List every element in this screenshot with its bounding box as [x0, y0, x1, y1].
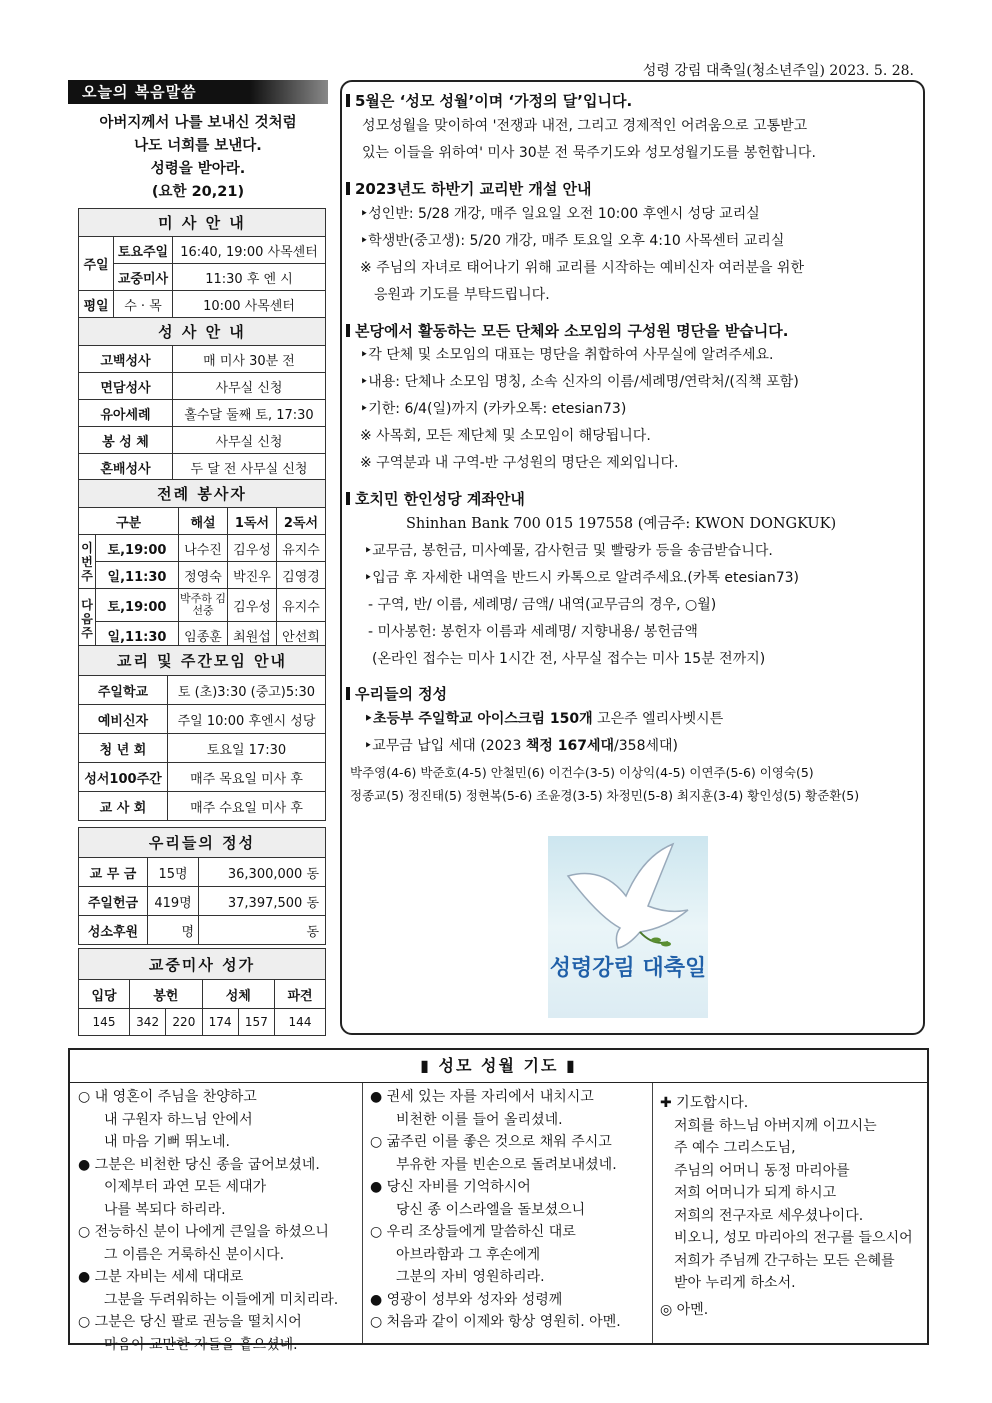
notice-body	[346, 538, 920, 673]
prayer-column-2	[364, 1086, 656, 1346]
liturgy-time: 토,19:00	[96, 535, 179, 562]
notice-line	[346, 706, 924, 733]
sacrament-label: 면담성사	[79, 373, 173, 400]
gospel-line: 나도 너희를 보낸다.	[134, 138, 262, 154]
liturgy-time: 일,11:30	[96, 562, 179, 589]
notice-section-5	[346, 683, 924, 807]
next-week-label: 다음주	[79, 589, 96, 649]
stanza-mark: ●	[370, 1291, 383, 1308]
notice-line	[346, 733, 924, 760]
prayer-line: 아브라함과 그 후손에게	[396, 1246, 541, 1263]
mass-day: 토요주일	[114, 237, 173, 264]
prayer-line: 주 예수 그리스도님,	[674, 1140, 796, 1156]
prayer-line: 저희가 주님께 간구하는 모든 은혜를	[674, 1252, 895, 1269]
prayer-line: 부유한 자를 빈손으로 돌려보내셨네.	[396, 1156, 617, 1173]
gospel-line: 아버지께서 나를 보내신 것처럼	[99, 115, 297, 131]
prayer-stanza	[78, 1086, 366, 1154]
prayer-line: 그분의 자비 영원하리라.	[396, 1269, 545, 1285]
prayer-line: 이제부터 과연 모든 세대가	[104, 1179, 267, 1195]
offering-label: 교 무 금	[79, 858, 148, 887]
notice-line: ‣각 단체 및 소모임의 대표는 명단을 취합하여 사무실에 알려주세요.	[360, 347, 774, 363]
catechism-label: 청 년 회	[79, 734, 168, 763]
mass-time: 11:30 후 엔 시	[173, 264, 326, 291]
bullet-bar-icon	[346, 492, 350, 505]
hymn-number: 157	[238, 1009, 274, 1036]
mass-sunday-label: 주일	[79, 237, 114, 291]
prayer-line: 받아 누리게 하소서.	[674, 1275, 796, 1291]
prayer-stanza	[78, 1154, 366, 1222]
gospel-line: 성령을 받아라.	[150, 161, 246, 177]
notice-heading	[346, 320, 920, 341]
bullet-bar-icon	[346, 94, 350, 107]
hymn-table	[78, 948, 326, 1036]
notice-heading-text: 2023년도 하반기 교리반 개설 안내	[355, 180, 592, 198]
notice-line: - 미사봉헌: 봉헌자 이름과 세례명/ 지향내용/ 봉헌금액	[368, 624, 698, 640]
sacrament-value: 두 달 전 사무실 신청	[173, 454, 326, 481]
this-week-label: 이번주	[79, 535, 96, 589]
liturgy-cell: 유지수	[277, 535, 326, 562]
catechism-label: 성서100주간	[79, 763, 168, 792]
liturgy-header: 구분	[79, 508, 179, 535]
hymn-number: 174	[202, 1009, 238, 1036]
notice-heading-text: 우리들의 정성	[355, 685, 448, 703]
hymn-header: 파견	[275, 980, 326, 1009]
amen: ◎ 아멘.	[660, 1301, 709, 1318]
stanza-mark: ○	[78, 1314, 91, 1330]
gospel-text	[68, 112, 328, 204]
donor-names: 박주영(4-6) 박준호(4-5) 안철민(6) 이건수(3-5) 이상익(4-5) 이연주(5-6) 이영숙(5)	[350, 765, 814, 780]
liturgy-time: 토,19:00	[96, 589, 179, 622]
notice-line: ‣입금 후 자세한 내역을 반드시 카톡으로 알려주세요.(카톡 etesian73)	[364, 570, 799, 586]
notice-line: ※ 구역분과 내 구역-반 구성원의 명단은 제외입니다.	[360, 455, 679, 471]
liturgy-title: 전례 봉사자	[79, 480, 326, 508]
catechism-value: 토요일 17:30	[168, 734, 326, 763]
prayer-line: 내 마음 기뻐 뛰노네.	[104, 1134, 230, 1150]
prayer-line: 비천한 이를 들어 올리셨네.	[396, 1111, 563, 1128]
catechism-value: 매주 수요일 미사 후	[168, 792, 326, 821]
prayer-line: 내 영혼이 주님을 찬양하고	[94, 1089, 257, 1105]
stanza-mark: ○	[370, 1224, 383, 1240]
offering-label: 주일헌금	[79, 887, 148, 916]
donor-names: 정종교(5) 정진태(5) 정현복(5-6) 조윤경(3-5) 차정민(5-8) 최지훈(3-4) 황인성(5) 황준환(5)	[350, 788, 860, 803]
notice-heading	[346, 683, 924, 704]
bullet-bar-icon	[346, 182, 350, 195]
sacrament-label: 혼배성사	[79, 454, 173, 481]
hymn-number: 145	[79, 1009, 130, 1036]
prayer-stanza	[78, 1311, 366, 1356]
notice-line: 성모성월을 맞이하여 '전쟁과 내전, 그리고 경제적인 어려움으로 고통받고	[362, 118, 808, 134]
notice-heading-text: 본당에서 활동하는 모든 단체와 소모임의 구성원 명단을 받습니다.	[355, 322, 789, 340]
stanza-mark: ●	[78, 1156, 91, 1173]
prayer-stanza	[78, 1221, 366, 1266]
offering-amount: 37,397,500 동	[199, 887, 326, 916]
catechism-value: 매주 목요일 미사 후	[168, 763, 326, 792]
sacrament-value: 사무실 신청	[173, 373, 326, 400]
offering-label: 성소후원	[79, 916, 148, 945]
prayer-stanza	[78, 1266, 366, 1311]
hymn-header: 봉헌	[130, 980, 203, 1009]
hymn-number: 144	[275, 1009, 326, 1036]
donor-name: 고은주 엘리사벳시튼	[592, 711, 724, 727]
notice-section-1	[346, 90, 920, 167]
liturgy-cell: 임종훈	[179, 622, 228, 649]
prayer-line: 전능하신 분이 나에게 큰일을 하셨으니	[94, 1224, 329, 1240]
prayer-line: 저희를 하느님 아버지께 이끄시는	[674, 1117, 877, 1134]
notice-body	[346, 201, 920, 309]
prayer-title: ▮ 성모 성월 기도 ▮	[70, 1050, 927, 1083]
notice-line: 응원과 기도를 부탁드립니다.	[374, 287, 550, 303]
prayer-line: 영광이 성부와 성자와 성령께	[386, 1291, 563, 1308]
catechism-table	[78, 645, 326, 821]
prayer-stanza	[370, 1176, 656, 1221]
notice-line: ※ 주님의 자녀로 태어나기 위해 교리를 시작하는 예비신자 여러분을 위한	[360, 260, 804, 276]
prayer-column-1	[72, 1086, 366, 1353]
prayer-title-text: 성모 성월 기도	[438, 1056, 559, 1075]
liturgy-cell: 박진우	[228, 562, 277, 589]
offering-count: 15명	[148, 858, 199, 887]
prayer-stanza	[370, 1221, 656, 1289]
gospel-reference: (요한 20,21)	[151, 184, 245, 200]
sacrament-value: 매 미사 30분 전	[173, 346, 326, 373]
liturgy-cell: 정영숙	[179, 562, 228, 589]
offering-amount: 36,300,000 동	[199, 858, 326, 887]
liturgy-cell: 김우성	[228, 535, 277, 562]
prayer-line: 그 이름은 거룩하신 분이시다.	[104, 1246, 285, 1263]
offering-table	[78, 827, 326, 945]
bulletin-date: 성령 강림 대축일(청소년주일) 2023. 5. 28.	[642, 63, 914, 79]
prayer-line: 내 구원자 하느님 안에서	[104, 1111, 253, 1128]
stanza-mark: ○	[370, 1134, 383, 1150]
mass-day: 수 · 목	[114, 291, 173, 318]
notice-section-3	[346, 320, 920, 477]
prayer-stanza	[370, 1086, 656, 1131]
catechism-label: 예비신자	[79, 705, 168, 734]
prayer-stanza	[370, 1131, 656, 1176]
catechism-label: 주일학교	[79, 676, 168, 705]
liturgy-cell: 김우성	[228, 589, 277, 622]
donation-item: ‣초등부 주일학교 아이스크림 150개	[364, 711, 593, 727]
stanza-mark: ●	[370, 1089, 383, 1105]
dues-count: 책정 167세대	[525, 738, 615, 754]
notice-line: ‣기한: 6/4(일)까지 (카카오톡: etesian73)	[360, 401, 627, 417]
stanza-mark: ○	[78, 1224, 91, 1240]
prayer-column-3	[654, 1092, 932, 1352]
sacrament-label: 고백성사	[79, 346, 173, 373]
sacrament-title: 성 사 안 내	[79, 318, 326, 346]
stanza-mark: ○	[78, 1089, 91, 1105]
catechism-title: 교리 및 주간모임 안내	[79, 646, 326, 676]
prayer-line: 그분 자비는 세세 대대로	[94, 1269, 244, 1285]
dove-icon	[548, 836, 708, 1018]
stanza-mark: ○	[370, 1314, 383, 1330]
mass-time: 16:40, 19:00 사목센터	[173, 237, 326, 264]
liturgy-time: 일,11:30	[96, 622, 179, 649]
prayer-line: 그분을 두려워하는 이들에게 미치리라.	[104, 1291, 339, 1308]
prayer-line: 저희의 전구자로 세우셨나이다.	[674, 1207, 864, 1224]
dues-prefix: ‣교무금 납입 세대 (2023	[364, 738, 526, 754]
hymn-header: 입당	[79, 980, 130, 1009]
notice-section-2	[346, 178, 920, 309]
prayer-line: 우리 조상들에게 말씀하신 대로	[386, 1224, 576, 1240]
mass-day: 교중미사	[114, 264, 173, 291]
catechism-value: 주일 10:00 후엔시 성당	[168, 705, 326, 734]
hymn-number: 342	[130, 1009, 166, 1036]
liturgy-header: 2독서	[277, 508, 326, 535]
liturgy-cell: 김영경	[277, 562, 326, 589]
dues-suffix: /358세대)	[614, 738, 678, 754]
offering-amount: 동	[199, 916, 326, 945]
stanza-mark: ●	[370, 1179, 383, 1195]
notice-heading-text: 5월은 ‘성모 성월’이며 ‘가정의 달’입니다.	[355, 92, 633, 110]
liturgy-cell: 안선희	[277, 622, 326, 649]
notice-line: 있는 이들을 위하여' 미사 30분 전 묵주기도와 성모성월기도를 봉헌합니다.	[362, 145, 816, 161]
liturgy-cell: 최원섭	[228, 622, 277, 649]
bank-account: Shinhan Bank 700 015 197558 (예금주: KWON DONGKUK)	[406, 516, 837, 532]
prayer-line: 주님의 어머니 동정 마리아를	[674, 1162, 850, 1179]
notice-heading	[346, 90, 920, 111]
sacrament-value: 홀수달 둘째 토, 17:30	[173, 400, 326, 427]
prayer-box	[68, 1048, 929, 1353]
mass-weekday-label: 평일	[79, 291, 114, 318]
liturgy-cell: 나수진	[179, 535, 228, 562]
prayer-line: 굶주린 이를 좋은 것으로 채워 주시고	[386, 1134, 612, 1150]
gospel-title: 오늘의 복음말씀	[68, 80, 328, 104]
liturgy-cell: 유지수	[277, 589, 326, 622]
sacrament-label: 봉 성 체	[79, 427, 173, 454]
image-caption: 성령강림 대축일	[549, 955, 707, 981]
sacrament-value: 사무실 신청	[173, 427, 326, 454]
mass-title: 미 사 안 내	[79, 209, 326, 237]
hymn-title: 교중미사 성가	[79, 949, 326, 980]
closing-prayer	[660, 1115, 932, 1295]
bullet-bar-icon	[346, 687, 350, 700]
prayer-stanza	[370, 1311, 656, 1334]
prayer-line: 당신 자비를 기억하시어	[386, 1179, 531, 1195]
liturgy-cell: 박주하 김선중	[179, 589, 228, 622]
prayer-line: 나를 복되다 하리라.	[104, 1201, 226, 1218]
offering-count: 명	[148, 916, 199, 945]
prayer-line: 저희 어머니가 되게 하시고	[674, 1185, 837, 1201]
stanza-mark: ●	[78, 1269, 91, 1285]
notice-section-4	[346, 488, 920, 673]
liturgy-header: 1독서	[228, 508, 277, 535]
notice-line: (온라인 접수는 미사 1시간 전, 사무실 접수는 미사 15분 전까지)	[372, 651, 766, 667]
notice-line: ‣교무금, 봉헌금, 미사예물, 감사헌금 및 빨랑카 등을 송금받습니다.	[364, 543, 773, 559]
prayer-line: 비오니, 성모 마리아의 전구를 들으시어	[674, 1230, 913, 1246]
hymn-header: 성체	[202, 980, 275, 1009]
notice-heading	[346, 488, 920, 509]
notice-heading	[346, 178, 920, 199]
catechism-label: 교 사 회	[79, 792, 168, 821]
offering-title: 우리들의 정성	[79, 828, 326, 858]
prayer-heading: ✚ 기도합시다.	[660, 1095, 749, 1111]
prayer-line: 그분은 당신 팔로 권능을 떨치시어	[94, 1314, 302, 1330]
notice-line: - 구역, 반/ 이름, 세례명/ 금액/ 내역(교무금의 경우, ○월)	[368, 597, 717, 613]
bullet-bar-icon	[346, 324, 350, 337]
pentecost-dove-image	[548, 836, 708, 1018]
prayer-line: 권세 있는 자를 자리에서 내치시고	[386, 1089, 594, 1105]
prayer-line: 당신 종 이스라엘을 돌보셨으니	[396, 1201, 586, 1218]
catechism-value: 토 (초)3:30 (중고)5:30	[168, 676, 326, 705]
notice-body	[346, 342, 920, 477]
notice-line: ‣성인반: 5/28 개강, 매주 일요일 오전 10:00 후엔시 성당 교리실	[360, 206, 760, 222]
notice-line: ※ 사목회, 모든 제단체 및 소모임이 해당됩니다.	[360, 428, 651, 444]
liturgy-header: 해설	[179, 508, 228, 535]
notice-line: ‣학생반(중고생): 5/20 개강, 매주 토요일 오후 4:10 사목센터 교리실	[360, 233, 785, 249]
notice-heading-text: 호치민 한인성당 계좌안내	[355, 490, 525, 508]
offering-count: 419명	[148, 887, 199, 916]
notice-body	[346, 113, 920, 167]
prayer-line: 처음과 같이 이제와 항상 영원히. 아멘.	[386, 1314, 621, 1330]
notice-line: ‣내용: 단체나 소모임 명칭, 소속 신자의 이름/세례명/연락처/(직책 포함)	[360, 374, 799, 390]
liturgy-table	[78, 479, 326, 649]
prayer-line: 마음이 교만한 자들을 흩으셨네.	[104, 1336, 298, 1353]
mass-table	[78, 208, 326, 481]
mass-time: 10:00 사목센터	[173, 291, 326, 318]
hymn-number: 220	[166, 1009, 202, 1036]
prayer-stanza	[370, 1289, 656, 1312]
sacrament-label: 유아세례	[79, 400, 173, 427]
prayer-line: 그분은 비천한 당신 종을 굽어보셨네.	[94, 1156, 320, 1173]
